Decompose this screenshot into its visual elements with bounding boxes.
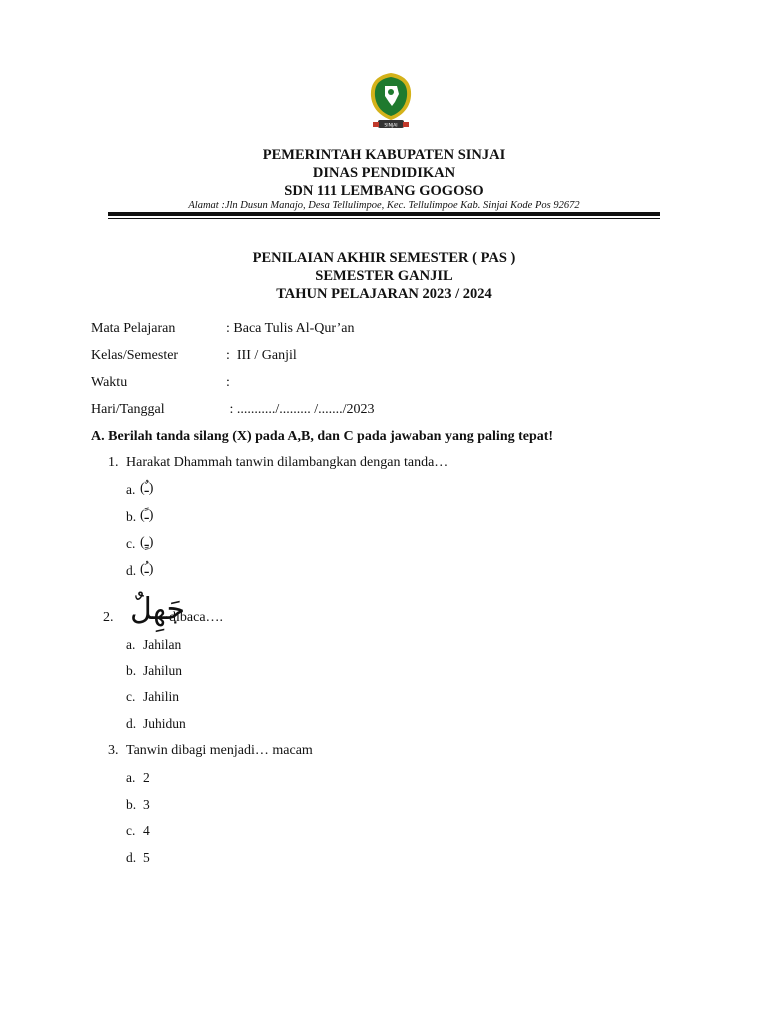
time-label: Waktu <box>91 375 128 390</box>
question-1-option-d[interactable]: (ـُ) <box>140 562 154 577</box>
date-value: : .........../......... /......./2023 <box>226 402 375 417</box>
class-semester-value: : III / Ganjil <box>226 348 297 363</box>
question-3-option-a-letter[interactable]: a. <box>126 770 136 785</box>
question-3-option-b-letter[interactable]: b. <box>126 797 137 812</box>
exam-year: TAHUN PELAJARAN 2023 / 2024 <box>276 286 492 302</box>
question-1-option-c-letter[interactable]: c. <box>126 536 136 551</box>
logo-caption: SINJAI <box>384 123 398 129</box>
question-3-option-a[interactable]: 2 <box>143 770 150 785</box>
question-2-option-c-letter[interactable]: c. <box>126 689 136 704</box>
question-3-number: 3. <box>108 743 119 758</box>
question-3-text: Tanwin dibagi menjadi… macam <box>126 743 313 758</box>
subject-value: : Baca Tulis Al-Qur’an <box>226 321 355 336</box>
question-3-option-d[interactable]: 5 <box>143 850 150 865</box>
question-3-option-d-letter[interactable]: d. <box>126 850 137 865</box>
question-3-option-c[interactable]: 4 <box>143 823 150 838</box>
question-2-arabic-word: جَهِلٌ <box>130 592 186 627</box>
header-divider-thin <box>108 218 660 219</box>
header-government: PEMERINTAH KABUPATEN SINJAI <box>262 147 506 163</box>
question-2-option-a-letter[interactable]: a. <box>126 637 136 652</box>
question-1-option-c[interactable]: (ـٍ) <box>140 535 154 550</box>
question-2-option-a[interactable]: Jahilan <box>143 637 182 652</box>
question-1-option-b[interactable]: (ـً) <box>140 508 154 523</box>
class-semester-label: Kelas/Semester <box>91 348 179 363</box>
exam-semester: SEMESTER GANJIL <box>315 268 453 284</box>
exam-title: PENILAIAN AKHIR SEMESTER ( PAS ) <box>252 250 516 266</box>
header-school-name: SDN 111 LEMBANG GOGOSO <box>284 183 484 199</box>
question-2-option-b[interactable]: Jahilun <box>143 663 182 678</box>
question-2-number: 2. <box>103 610 114 625</box>
header-divider-thick <box>108 212 660 216</box>
question-1-option-a-letter[interactable]: a. <box>126 482 136 497</box>
question-2-option-c[interactable]: Jahilin <box>143 689 179 704</box>
question-1-option-d-letter[interactable]: d. <box>126 563 137 578</box>
question-1-text: Harakat Dhammah tanwin dilambangkan dengan tanda… <box>126 455 449 470</box>
header-department: DINAS PENDIDIKAN <box>312 165 456 181</box>
header-address: Alamat :Jln Dusun Manajo, Desa Tellulimpoe, Kec. Tellulimpoe Kab. Sinjai Kode Pos 92672 <box>188 200 580 211</box>
question-1-number: 1. <box>108 455 119 470</box>
section-a-instruction: A. Berilah tanda silang (X) pada A,B, dan C pada jawaban yang paling tepat! <box>91 429 554 444</box>
question-1-option-a[interactable]: (ـٌ) <box>140 481 154 496</box>
question-2-option-d[interactable]: Juhidun <box>143 716 186 731</box>
question-3-option-c-letter[interactable]: c. <box>126 823 136 838</box>
question-3-option-b[interactable]: 3 <box>143 797 150 812</box>
question-1-option-b-letter[interactable]: b. <box>126 509 137 524</box>
time-value: : <box>226 375 230 390</box>
subject-label: Mata Pelajaran <box>91 321 176 336</box>
question-2-option-d-letter[interactable]: d. <box>126 716 137 731</box>
question-2-option-b-letter[interactable]: b. <box>126 663 137 678</box>
regency-emblem-logo <box>368 72 414 134</box>
question-2-text: dibaca…. <box>169 610 224 625</box>
date-label: Hari/Tanggal <box>91 402 165 417</box>
